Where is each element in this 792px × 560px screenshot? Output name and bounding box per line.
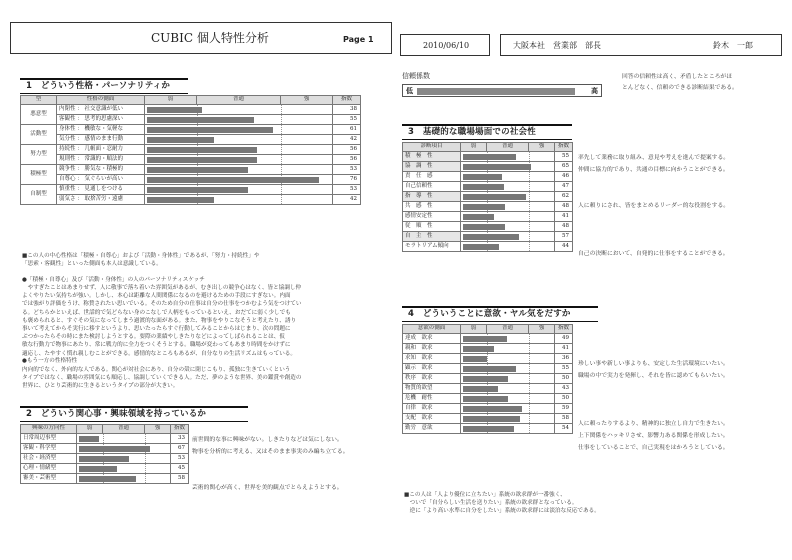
col-type: 型 — [21, 96, 57, 105]
score-bar — [463, 336, 507, 342]
score-value: 42 — [333, 135, 361, 145]
interest-table — [20, 424, 189, 484]
score-value: 53 — [333, 185, 361, 195]
row-comment: 自己の決断において、自発的に仕事をすることができる。 — [578, 251, 729, 257]
score-bar — [147, 157, 257, 163]
gridline — [529, 232, 530, 241]
type-label: 活動型 — [21, 125, 57, 145]
score-value: 67 — [171, 444, 189, 454]
score-bar — [463, 396, 508, 402]
score-bar — [463, 234, 519, 240]
score-bar-cell — [77, 434, 171, 444]
section3-title: 3 基礎的な職場場面での社会性 — [402, 124, 572, 140]
col-direction: 興味の方向性 — [21, 425, 77, 434]
table-row — [21, 434, 189, 444]
row-comment — [578, 188, 784, 200]
aspect-label: 持続性 ： 几帳面・忍耐力 — [57, 145, 145, 155]
row-label: モラトリアム傾向 — [403, 242, 461, 252]
score-bar-cell — [461, 182, 555, 192]
personality-row — [21, 115, 361, 125]
row-label: 求知 欲求 — [403, 354, 461, 364]
row-comment: 人に頼りにされ、皆をまとめるリーダー的な役割をする。 — [578, 203, 730, 209]
gridline — [529, 344, 530, 353]
score-value: 47 — [555, 182, 573, 192]
score-bar-cell — [145, 115, 333, 125]
gridline — [145, 454, 146, 463]
score-bar — [463, 386, 498, 392]
score-value: 50 — [555, 394, 573, 404]
score-bar-cell — [461, 242, 555, 252]
row-comment: 物事を分析的に考える、又はそのまま事実のみ編ち立てる。 — [192, 449, 349, 455]
row-comment — [192, 458, 397, 470]
row-label: 達成 欲求 — [403, 334, 461, 344]
gridline — [281, 185, 282, 194]
score-value: 53 — [171, 454, 189, 464]
other-trait-text: 内向的でなく、外向的な人である。関心が対社会にあり、自分の殻に閉じこもり、孤独に生きていくという タイプではなく、職場の雰囲気にも順応し、協調していくできる人。ただ、夢のような世界、美の鑑賞や創造の 世界に、ひとり芸術的に生きるというタイプの部分が大きい。 — [22, 367, 302, 390]
gridline — [529, 364, 530, 373]
score-value: 48 — [555, 202, 573, 212]
gridline — [529, 172, 530, 181]
score-value: 50 — [555, 374, 573, 384]
score-value: 43 — [555, 384, 573, 394]
score-bar — [147, 137, 214, 143]
motivation-table — [402, 324, 573, 434]
table-row — [403, 242, 573, 252]
gridline — [529, 384, 530, 393]
score-bar — [147, 147, 257, 153]
score-bar-cell — [145, 145, 333, 155]
reliability-high: 高 — [591, 87, 598, 95]
row-label: 審美・芸術型 — [21, 474, 77, 484]
score-bar — [463, 416, 520, 422]
table-row — [403, 344, 573, 354]
score-bar-cell — [461, 192, 555, 202]
social-comments — [578, 152, 784, 272]
score-value: 38 — [333, 105, 361, 115]
score-value: 49 — [555, 334, 573, 344]
table-row — [403, 162, 573, 172]
personality-row — [21, 135, 361, 145]
row-comment: 人に頼ったりするより、精神的に独立し自力で生きたい。 — [578, 421, 729, 427]
score-bar — [463, 406, 522, 412]
page-number: Page 1 — [343, 35, 374, 44]
row-comment — [578, 406, 784, 418]
col-index: 指数 — [555, 143, 573, 152]
col-strong: 強 — [529, 325, 555, 334]
score-value: 42 — [333, 195, 361, 205]
row-comment — [578, 212, 784, 224]
row-label: 責 任 感 — [403, 172, 461, 182]
score-bar — [463, 346, 494, 352]
score-bar — [463, 184, 504, 190]
score-bar-cell — [461, 394, 555, 404]
col-weak: 弱 — [77, 425, 103, 434]
score-bar — [463, 366, 516, 372]
score-value: 56 — [333, 155, 361, 165]
section1-title: 1 どういう性格・パーソナリティか — [20, 78, 188, 94]
aspect-label: 内閉性 ： 社交意識が低い — [57, 105, 145, 115]
score-bar — [79, 446, 150, 452]
table-row — [403, 354, 573, 364]
row-comment: 芸術的関心が高く、世界を美的観点でとらえようとする。 — [192, 485, 343, 491]
table-row — [403, 364, 573, 374]
table-row — [403, 202, 573, 212]
score-value: 36 — [555, 354, 573, 364]
gridline — [529, 182, 530, 191]
table-row — [403, 394, 573, 404]
row-comment: 前世間的な事に興味がない。しきたりなどは気にしない。 — [192, 437, 343, 443]
row-label: 親和 欲求 — [403, 344, 461, 354]
motivation-comments — [578, 334, 784, 454]
personality-row — [21, 145, 361, 155]
score-bar — [463, 376, 508, 382]
gridline — [281, 125, 282, 134]
personality-row — [21, 125, 361, 135]
aspect-label: 慎重性 ： 見通しをつける — [57, 185, 145, 195]
score-bar-cell — [145, 155, 333, 165]
score-value: 41 — [555, 212, 573, 222]
type-label: 悪意型 — [21, 105, 57, 125]
score-bar — [463, 204, 505, 210]
col-normal: 普通 — [487, 143, 529, 152]
row-label: 自己信頼性 — [403, 182, 461, 192]
gridline — [103, 434, 104, 443]
gridline — [145, 474, 146, 483]
score-value: 55 — [333, 115, 361, 125]
score-bar — [147, 187, 248, 193]
type-label: 積極型 — [21, 165, 57, 185]
col-weak: 弱 — [461, 325, 487, 334]
score-bar — [147, 107, 202, 113]
table-row — [403, 404, 573, 414]
aspect-label: 競争性 ： 勝気な・積極的 — [57, 165, 145, 175]
gridline — [281, 135, 282, 144]
gridline — [529, 374, 530, 383]
row-label: 自律 欲求 — [403, 404, 461, 414]
score-value: 76 — [333, 175, 361, 185]
gridline — [281, 155, 282, 164]
aspect-label: 客観性 ： 思考的思慮深い — [57, 115, 145, 125]
score-bar — [463, 174, 502, 180]
score-bar-cell — [77, 464, 171, 474]
row-label: 従 順 性 — [403, 222, 461, 232]
table-row — [21, 474, 189, 484]
score-value: 54 — [555, 424, 573, 434]
col-strong: 強 — [529, 143, 555, 152]
person-name: 鈴木 一郎 — [713, 41, 753, 50]
score-bar-cell — [77, 444, 171, 454]
table-row — [403, 334, 573, 344]
gridline — [529, 404, 530, 413]
table-row — [21, 454, 189, 464]
row-label: 協 調 性 — [403, 162, 461, 172]
score-value: 45 — [171, 464, 189, 474]
personality-row — [21, 155, 361, 165]
table-row — [403, 222, 573, 232]
gridline — [529, 334, 530, 343]
gridline — [529, 414, 530, 423]
score-bar-cell — [461, 384, 555, 394]
reliability-low: 低 — [406, 87, 413, 95]
row-label: 支配 欲求 — [403, 414, 461, 424]
col-index: 指数 — [171, 425, 189, 434]
score-bar-cell — [145, 185, 333, 195]
score-value: 44 — [555, 242, 573, 252]
type-label: 自制型 — [21, 185, 57, 205]
aspect-label: 身体性 ： 機敏な・気軽な — [57, 125, 145, 135]
table-row — [403, 414, 573, 424]
row-comment: 率先して業務に取り組み、意見や考えを進んで提案する。 — [578, 155, 730, 161]
col-normal: 普通 — [197, 96, 281, 105]
report-title: CUBIC 個人特性分析 — [151, 31, 269, 45]
score-bar — [147, 117, 254, 123]
gridline — [281, 115, 282, 124]
score-bar-cell — [461, 374, 555, 384]
score-bar — [463, 164, 531, 170]
score-bar-cell — [145, 165, 333, 175]
score-value: 62 — [555, 192, 573, 202]
aspect-label: 規則性 ： 常識的・順法的 — [57, 155, 145, 165]
score-value: 57 — [555, 232, 573, 242]
row-comment: 上下関係をハッキリさせ、影響力ある関係を形成したい。 — [578, 433, 729, 439]
score-bar-cell — [461, 424, 555, 434]
gridline — [281, 165, 282, 174]
other-trait-title: ●もう一方の性格特性 — [22, 358, 78, 364]
score-bar-cell — [461, 334, 555, 344]
score-bar — [147, 197, 214, 203]
gridline — [529, 222, 530, 231]
sketch-title: ●「積極・自尊心」及び「活動・身体性」の人のパーソナリティスケッチ — [22, 277, 205, 283]
score-bar — [79, 456, 129, 462]
row-comment — [578, 382, 784, 394]
score-bar-cell — [461, 162, 555, 172]
col-normal: 普通 — [103, 425, 145, 434]
col-strong: 強 — [281, 96, 333, 105]
table-row — [21, 444, 189, 454]
score-bar — [147, 177, 319, 183]
row-comment: 珍しい事や新しい事よりも、安定した生活環境にいたい。 — [578, 361, 729, 367]
row-comment: 職場の中で実力を発揮し、それを皆に認めてもらいたい。 — [578, 373, 729, 379]
score-bar — [147, 167, 248, 173]
row-comment: 仕事をしていることで、自己実現をはかろうとしている。 — [578, 445, 729, 451]
personality-summary: ■この人の中心性格は「積極・自尊心」および「活動・身体性」であるが、「努力・持続性」や 「思索・客観性」といった側面も本人は意識している。 — [22, 253, 260, 268]
report-date: 2010/06/10 — [423, 41, 470, 50]
table-row — [403, 384, 573, 394]
section4-title: 4 どういうことに意欲・ヤル気をだすか — [402, 306, 598, 322]
gridline — [145, 434, 146, 443]
col-weak: 弱 — [145, 96, 197, 105]
col-index: 指数 — [555, 325, 573, 334]
row-label: 共 感 性 — [403, 202, 461, 212]
score-bar — [79, 466, 117, 472]
score-value: 48 — [555, 222, 573, 232]
reliability-bar — [417, 88, 575, 95]
score-bar-cell — [77, 454, 171, 464]
gridline — [487, 354, 488, 363]
row-comment — [192, 470, 397, 482]
row-comment — [578, 236, 784, 248]
score-bar-cell — [461, 404, 555, 414]
score-value: 59 — [555, 404, 573, 414]
gridline — [529, 424, 530, 433]
score-bar — [463, 356, 487, 362]
col-strong: 強 — [145, 425, 171, 434]
row-label: 社会・経済型 — [21, 454, 77, 464]
score-bar-cell — [461, 212, 555, 222]
motivation-summary: ■この人は「人より優位に立ちたい」系統の欲求群が一番強く、 ついで「自分らしい生活を送りたい」系統の欲求群となっている。 逆に「より高い水準に自分をしたい」系統の欲求群には淡泊な反応である。 — [404, 492, 600, 515]
score-value: 55 — [555, 152, 573, 162]
score-value: 61 — [333, 125, 361, 135]
table-row — [403, 182, 573, 192]
table-row — [403, 212, 573, 222]
score-bar-cell — [461, 202, 555, 212]
score-bar-cell — [461, 344, 555, 354]
social-table — [402, 142, 573, 252]
col-normal: 普通 — [487, 325, 529, 334]
row-label: 客観・科学型 — [21, 444, 77, 454]
row-comment — [578, 346, 784, 358]
gridline — [529, 242, 530, 251]
type-label: 努力型 — [21, 145, 57, 165]
score-bar-cell — [461, 414, 555, 424]
score-bar — [147, 127, 273, 133]
score-value: 65 — [555, 162, 573, 172]
row-label: 物質的欲望 — [403, 384, 461, 394]
score-bar-cell — [145, 135, 333, 145]
score-bar-cell — [77, 474, 171, 484]
row-label: 感情安定性 — [403, 212, 461, 222]
score-bar-cell — [461, 364, 555, 374]
sketch-text: やすぎたことはあまりせず、人に敬事で落ち着いた雰囲気があるが、むき出しの競争心はなく、皆と協調し仲 よくやりたい気持ちが強い。しかし、本心は距離な人間関係になるのを避けるための手段にすぎない。内面 では強がり評価をうけ、称賛されたい思いでいる。そのため自分の仕事は自分の仕事をつかむよう気をつけてい る。どちらかといえば、世話的で気どらない身のこなしで人柄をもっているといえ、おだてに弱く少しでも も褒められると、すぐその気になってしまう過渡的な面がある。また、物事をやりこなそうと考えたり、誘り 事いて考えてからそ実行に移すというより、思いたったらすぐ行動してみることからはじまり、次の問題に ぶつかったらその時にまた検討しようとする。要際の業績やしきたりなどによってしばられることは、仮 敏な行動力で物事にあたり、常に戦力的に全力をつくそうとする。職場が変わってもあまり時間をかけずに 適応し、たやすく慣れ親しむことができる。感情的なところもあるが、自分なりの生活リズムはもっている。 — [22, 285, 302, 357]
table-row — [403, 374, 573, 384]
score-bar — [463, 426, 514, 432]
score-bar — [463, 244, 499, 250]
score-value: 56 — [333, 145, 361, 155]
table-row — [403, 172, 573, 182]
score-bar-cell — [145, 125, 333, 135]
score-value: 33 — [171, 434, 189, 444]
table-row — [403, 192, 573, 202]
col-weak: 弱 — [461, 143, 487, 152]
report-title-box — [10, 22, 392, 54]
score-bar — [463, 224, 505, 230]
score-bar — [463, 154, 516, 160]
row-comment: 仲間に協力的であり、共通の目標に向かうことができる。 — [578, 167, 729, 173]
row-label: 心理・情緒型 — [21, 464, 77, 474]
row-label: 日常周辺事型 — [21, 434, 77, 444]
reliability-comment: 回答の信頼性は高く、矛盾したところがほ とんどなく、信頼のできる診断結果である。 — [622, 74, 738, 91]
col-aspect: 意欲の側面 — [403, 325, 461, 334]
row-label: 顕示 欲求 — [403, 364, 461, 374]
table-row — [403, 152, 573, 162]
score-bar — [463, 214, 494, 220]
col-index: 指数 — [333, 96, 361, 105]
gridline — [281, 105, 282, 114]
score-bar-cell — [461, 152, 555, 162]
score-value: 53 — [333, 165, 361, 175]
gridline — [529, 192, 530, 201]
score-bar-cell — [461, 354, 555, 364]
score-value: 41 — [555, 344, 573, 354]
col-aspect: 性格の側面 — [57, 96, 145, 105]
row-label: 危機 耐性 — [403, 394, 461, 404]
personality-row — [21, 195, 361, 205]
aspect-label: 気分性 ： 感情のまま行動 — [57, 135, 145, 145]
score-value: 46 — [555, 172, 573, 182]
section2-title: 2 どういう関心事・興味領域を持っているか — [20, 406, 248, 422]
interest-comments — [192, 434, 397, 494]
row-comment — [578, 394, 784, 406]
personality-row — [21, 175, 361, 185]
gridline — [281, 145, 282, 154]
gridline — [529, 354, 530, 363]
reliability-gauge — [402, 84, 602, 97]
gridline — [529, 202, 530, 211]
reliability-label: 信頼係数 — [402, 72, 430, 80]
personality-row — [21, 105, 361, 115]
score-bar-cell — [461, 232, 555, 242]
row-comment — [578, 176, 784, 188]
score-value: 58 — [555, 414, 573, 424]
row-label: 自 主 性 — [403, 232, 461, 242]
gridline — [529, 212, 530, 221]
score-bar — [463, 194, 526, 200]
gridline — [281, 195, 282, 204]
personality-table — [20, 95, 361, 205]
aspect-label: 弱気さ ： 取捨苦労・遠慮 — [57, 195, 145, 205]
row-comment — [578, 260, 784, 272]
gridline — [529, 394, 530, 403]
person-org: 大阪本社 営業部 部長 — [513, 41, 601, 50]
score-bar-cell — [145, 105, 333, 115]
table-row — [21, 464, 189, 474]
score-bar — [79, 476, 136, 482]
score-bar-cell — [145, 175, 333, 185]
table-row — [403, 232, 573, 242]
score-value: 58 — [171, 474, 189, 484]
gridline — [145, 464, 146, 473]
gridline — [529, 152, 530, 161]
col-item: 診断項目 — [403, 143, 461, 152]
table-row — [403, 424, 573, 434]
aspect-label: 自尊心 ： 気ぐらいが高い — [57, 175, 145, 185]
personality-row — [21, 185, 361, 195]
date-box — [400, 34, 490, 56]
score-bar-cell — [461, 172, 555, 182]
person-box — [500, 34, 782, 56]
row-label: 勤労 意欲 — [403, 424, 461, 434]
score-value: 55 — [555, 364, 573, 374]
personality-row — [21, 165, 361, 175]
score-bar-cell — [461, 222, 555, 232]
row-comment — [578, 334, 784, 346]
row-comment — [578, 224, 784, 236]
row-label: 秩序 欲求 — [403, 374, 461, 384]
score-bar-cell — [145, 195, 333, 205]
row-label: 指 導 性 — [403, 192, 461, 202]
row-label: 積 極 性 — [403, 152, 461, 162]
score-bar — [79, 436, 99, 442]
